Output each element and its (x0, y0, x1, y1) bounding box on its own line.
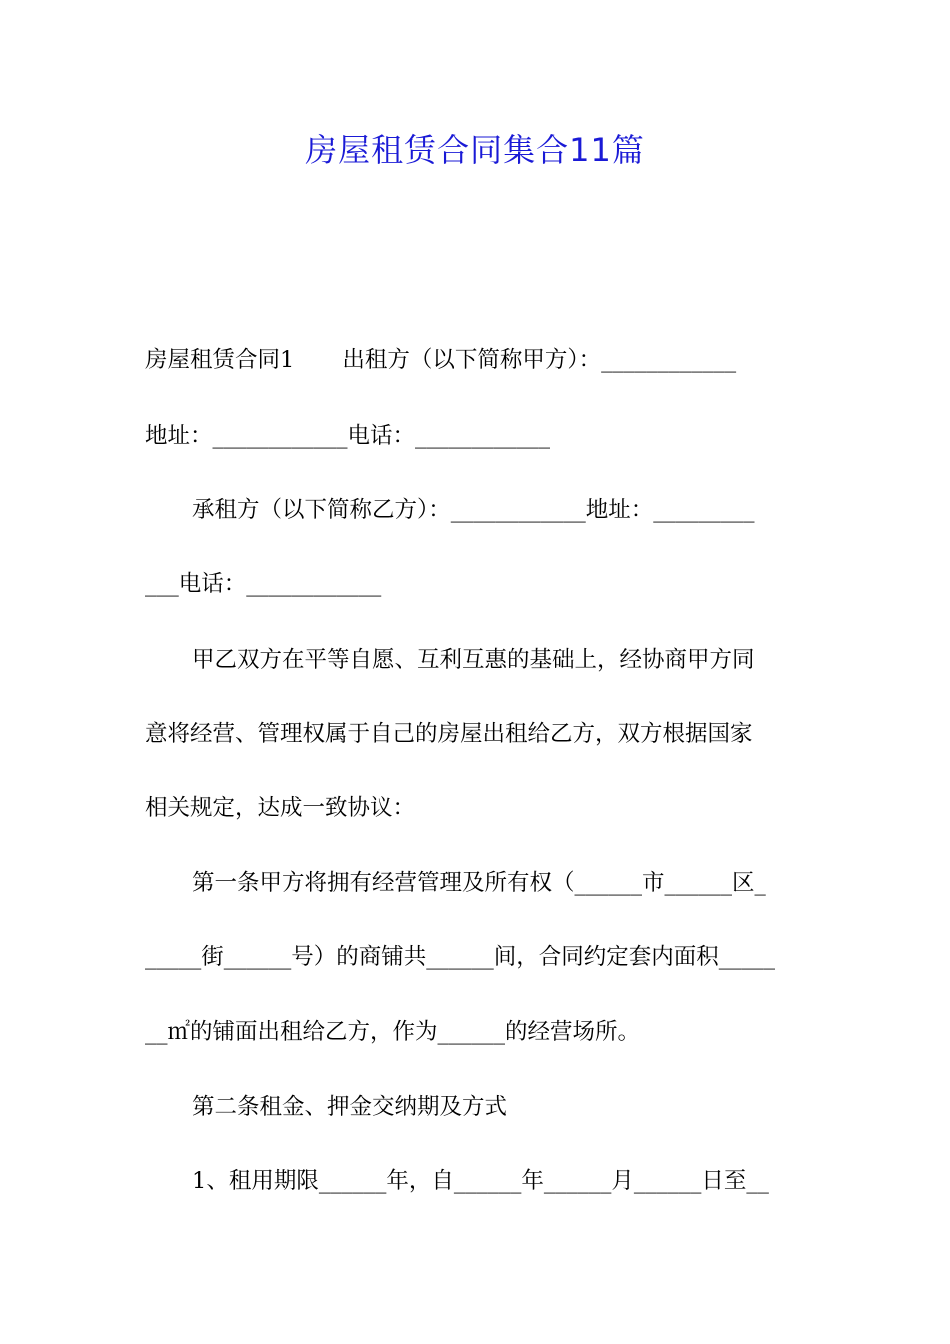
paragraph-line-12: 1、租用期限______年，自______年______月______日至__ (192, 1168, 769, 1194)
paragraph-line-4: ___电话：____________ (145, 571, 382, 597)
lessor-label: 出租方（以下简称甲方）：____________ (342, 347, 737, 373)
paragraph-line-8: 第一条甲方将拥有经营管理及所有权（______市______区_ (192, 870, 766, 896)
document-title: 房屋租赁合同集合11篇 (305, 131, 645, 169)
paragraph-line-1 (145, 345, 810, 375)
paragraph-line-11: 第二条租金、押金交纳期及方式 (192, 1094, 508, 1120)
contract-heading: 房屋租赁合同1 (145, 347, 295, 373)
paragraph-line-9: _____街______号）的商铺共______间，合同约定套内面积_____ (145, 944, 776, 970)
paragraph-line-7: 相关规定，达成一致协议： (145, 795, 416, 821)
paragraph-line-6: 意将经营、管理权属于自己的房屋出租给乙方，双方根据国家 (145, 721, 753, 747)
paragraph-line-5: 甲乙双方在平等自愿、互利互惠的基础上，经协商甲方同 (192, 647, 755, 673)
paragraph-line-3: 承租方（以下简称乙方）：____________地址：_________ (192, 497, 755, 523)
paragraph-line-2: 地址：____________电话：____________ (145, 423, 551, 449)
paragraph-line-10: __㎡的铺面出租给乙方，作为______的经营场所。 (145, 1019, 641, 1045)
